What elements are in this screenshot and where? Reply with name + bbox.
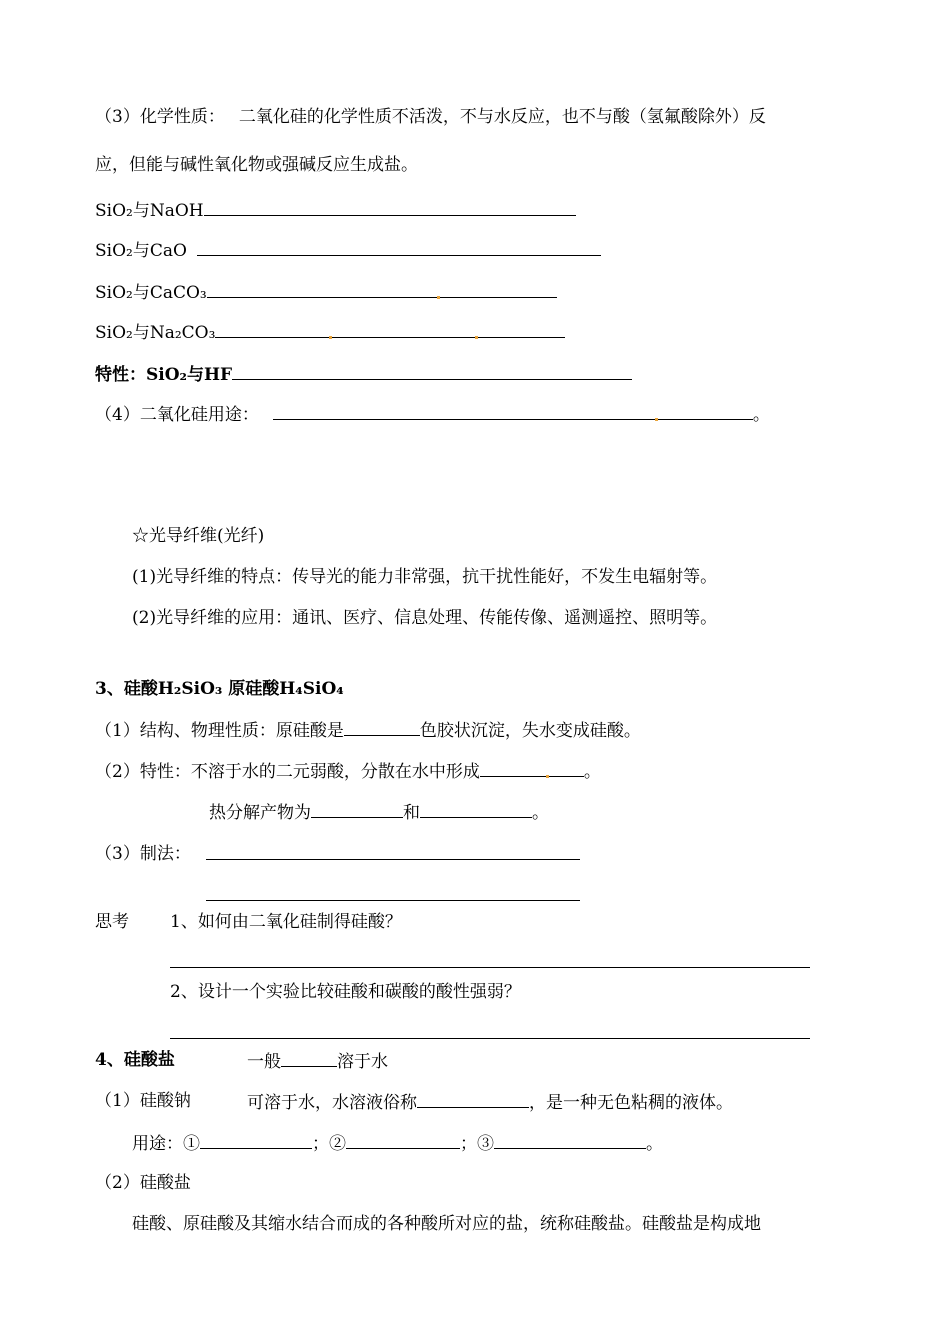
uses-label-2: ；② <box>312 1134 346 1154</box>
decomposition-label: 热分解产物为 <box>209 803 311 823</box>
sio2-uses <box>95 401 770 427</box>
chem-props-label: （3）化学性质： <box>95 107 225 127</box>
water-glass-blank[interactable] <box>417 1089 529 1108</box>
uses-label-1: 用途：① <box>132 1134 200 1154</box>
reaction-cao <box>95 237 601 263</box>
sio2-uses-label: （4）二氧化硅用途： <box>95 405 259 425</box>
preparation-blank-2[interactable] <box>206 900 580 901</box>
reaction-cao-label: SiO₂与CaO <box>95 241 187 261</box>
use-blank-1[interactable] <box>200 1130 312 1149</box>
think-label: 思考 <box>95 912 129 932</box>
reaction-naoh <box>95 197 576 223</box>
sio2-uses-blank[interactable] <box>273 401 753 420</box>
decomposition-and: 和 <box>403 803 420 823</box>
silicic-property-text: （2）特性：不溶于水的二元弱酸，分散在水中形成 <box>95 762 480 782</box>
silicic-preparation-label: （3）制法： <box>95 844 191 864</box>
uses-label-3: ；③ <box>460 1134 494 1154</box>
think-answer-1[interactable] <box>170 967 810 968</box>
reaction-na2co3-label: SiO₂与Na₂CO₃ <box>95 323 216 343</box>
think-answer-2[interactable] <box>170 1038 810 1039</box>
solubility-text-b: 溶于水 <box>337 1052 388 1072</box>
special-hf <box>95 361 632 387</box>
silicate-subheading: （2）硅酸盐 <box>95 1173 191 1193</box>
preparation-blank-1[interactable] <box>206 859 580 860</box>
decomposition-end: 。 <box>532 803 549 823</box>
section4-heading: 4、硅酸盐 <box>95 1050 175 1070</box>
sio2-uses-end: 。 <box>752 405 770 425</box>
reaction-naoh-label: SiO₂与NaOH <box>95 201 204 221</box>
silicic-structure <box>95 717 641 743</box>
silicic-property <box>95 758 601 784</box>
silicate-solubility <box>247 1048 388 1074</box>
reaction-na2co3 <box>95 319 565 345</box>
solubility-blank[interactable] <box>281 1048 337 1067</box>
decomposition-blank-1[interactable] <box>311 799 403 818</box>
solubility-text-a: 一般 <box>247 1052 281 1072</box>
reaction-na2co3-blank[interactable] <box>215 319 565 338</box>
section3-heading: 3、硅酸H₂SiO₃ 原硅酸H₄SiO₄ <box>95 679 344 699</box>
chem-props-line2: 应，但能与碱性氧化物或强碱反应生成盐。 <box>95 155 418 175</box>
section4-heading-line <box>95 1048 175 1072</box>
special-hf-blank[interactable] <box>232 361 632 380</box>
chem-props-line1 <box>95 105 766 129</box>
reaction-naoh-blank[interactable] <box>204 197 576 216</box>
silicic-color-blank[interactable] <box>344 717 420 736</box>
reaction-caco3 <box>95 279 557 305</box>
silicic-structure-text-b: 色胶状沉淀，失水变成硅酸。 <box>419 721 641 741</box>
sodium-silicate-uses <box>132 1130 663 1156</box>
decomposition-blank-2[interactable] <box>420 799 532 818</box>
sodium-silicate-desc <box>247 1089 733 1115</box>
use-blank-3[interactable] <box>494 1130 646 1149</box>
think-question-1: 1、如何由二氧化硅制得硅酸？ <box>170 912 402 932</box>
use-blank-2[interactable] <box>346 1130 460 1149</box>
sodium-silicate-text-a: 可溶于水，水溶液俗称 <box>247 1093 417 1113</box>
fiber-applications: (2)光导纤维的应用：通讯、医疗、信息处理、传能传像、遥测遥控、照明等。 <box>132 608 718 628</box>
reaction-cao-blank[interactable] <box>197 237 601 256</box>
silicic-colloid-blank[interactable] <box>480 758 584 777</box>
think-question-2: 2、设计一个实验比较硅酸和碳酸的酸性强弱？ <box>170 982 521 1002</box>
silicic-property-end: 。 <box>583 762 601 782</box>
special-hf-label: 特性：SiO₂与HF <box>95 365 233 385</box>
silicate-definition: 硅酸、原硅酸及其缩水结合而成的各种酸所对应的盐，统称硅酸盐。硅酸盐是构成地 <box>132 1214 761 1234</box>
silicic-structure-text-a: （1）结构、物理性质：原硅酸是 <box>95 721 344 741</box>
uses-end: 。 <box>646 1134 663 1154</box>
fiber-title: ☆光导纤维(光纤) <box>132 526 265 546</box>
reaction-caco3-blank[interactable] <box>207 279 557 298</box>
silicic-decomposition <box>209 799 549 825</box>
reaction-caco3-label: SiO₂与CaCO₃ <box>95 283 207 303</box>
fiber-features: (1)光导纤维的特点：传导光的能力非常强，抗干扰性能好，不发生电辐射等。 <box>132 567 718 587</box>
sodium-silicate-text-b: ，是一种无色粘稠的液体。 <box>529 1093 733 1113</box>
sodium-silicate-label: （1）硅酸钠 <box>95 1091 191 1111</box>
chem-props-text: 二氧化硅的化学性质不活泼，不与水反应，也不与酸（氢氟酸除外）反 <box>238 107 766 127</box>
